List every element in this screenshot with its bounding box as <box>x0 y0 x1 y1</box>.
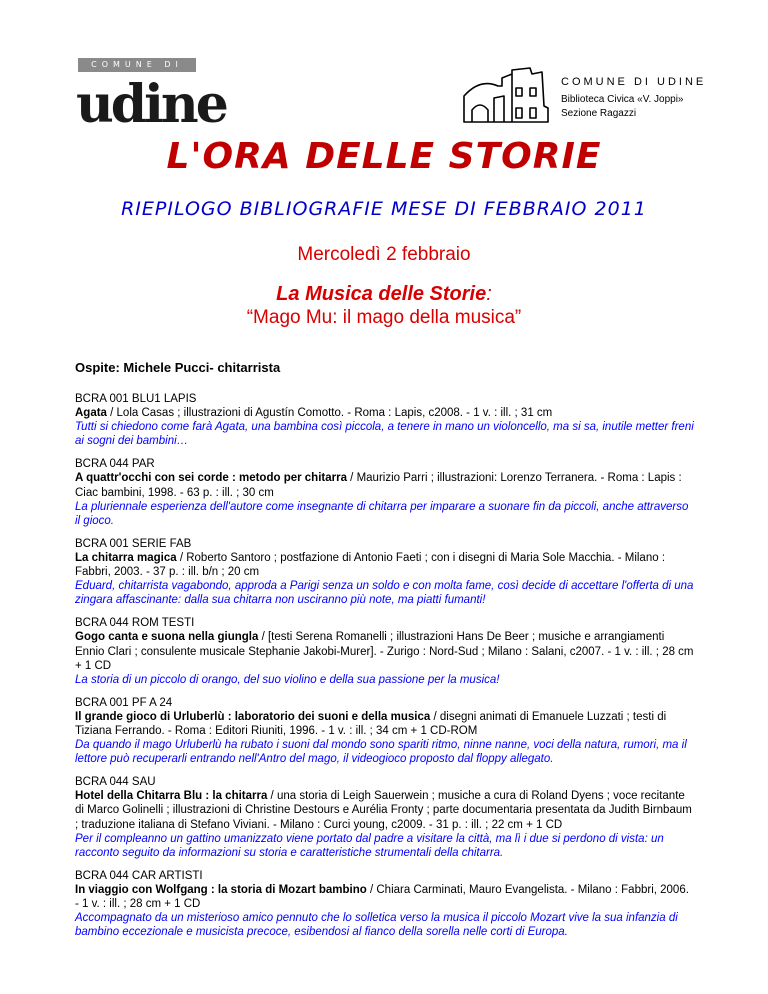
book-reference <box>75 631 694 671</box>
book-reference <box>75 884 689 910</box>
book-description: Da quando il mago Urluberlù ha rubato i suoni dal mondo sono spariti ritmo, ninne nanne, voci della natura, rumori, ma il lettore può recuperarli entrando nell'Antro del mago, il videogioco proposto dal floppy allegato. <box>75 739 687 766</box>
event-title-colon: : <box>486 283 492 305</box>
book-details: / disegni animati di Emanuele Luzzati ; testi di Tiziana Ferrando. - Roma : Editori Riuniti, 1996. - 1 v. : ill. ; 34 cm + 1 CD-ROM <box>75 710 667 737</box>
book-details: / una storia di Leigh Sauerwein ; musiche a cura di Roland Dyens ; voce recitante di Marco Golinelli ; illustrazioni di Christine Destours e Aurélia Fronty ; parte documentaria presentata da Judith Birnbaum ; traduzione italiana di Stefano Viviani. - Milano : Curci young, c2009. - 31 p. : ill. ; 22 cm + 1 CD <box>75 790 692 831</box>
event-subtitle: “Mago Mu: il mago della musica” <box>246 307 522 328</box>
book-reference <box>75 790 692 830</box>
page-subtitle: RIEPILOGO BIBLIOGRAFIE MESE DI FEBBRAIO 2011 <box>121 198 647 220</box>
shelf-code: BCRA 044 ROM TESTI <box>75 617 195 630</box>
logo-sezione-text: Sezione Ragazzi <box>561 108 637 119</box>
shelf-code: BCRA 001 SERIE FAB <box>75 537 192 550</box>
shelf-code: BCRA 044 PAR <box>75 458 155 471</box>
book-description: La storia di un piccolo di orango, del suo violino e della sua passione per la musica! <box>75 673 500 686</box>
logo-comune-text: COMUNE DI UDINE <box>561 76 707 88</box>
library-building-icon <box>458 66 558 126</box>
book-details: / [testi Serena Romanelli ; illustrazioni Hans De Beer ; musiche e arrangiamenti Ennio Clari ; consulente musicale Stephanie Jakobi-Murer]. - Zurigo : Nord-Sud ; Milano : Salani, c2007. - 1 v. : ill. ; 28 cm + 1 CD <box>75 631 694 672</box>
book-reference <box>75 552 665 578</box>
book-details: / Roberto Santoro ; postfazione di Antonio Faeti ; con i disegni di Maria Sole Macchia. - Milano : Fabbri, 2003. - 37 p. : ill. b/n ; 20 cm <box>75 551 666 579</box>
book-description: La pluriennale esperienza dell'autore come insegnante di chitarra per imparare a suonare fin da piccoli, anche attraverso il gioco. <box>75 500 689 527</box>
logo-word: udine <box>76 74 226 135</box>
bibliography-list <box>75 392 695 948</box>
book-title: La chitarra magica <box>75 551 177 564</box>
shelf-code: BCRA 001 BLU1 LAPIS <box>75 393 197 405</box>
biblioteca-logo <box>458 66 718 126</box>
comune-di-udine-logo <box>76 58 226 144</box>
book-details: / Chiara Carminati, Mauro Evangelista. - Milano : Fabbri, 2006. - 1 v. : ill. ; 28 cm + 1 CD <box>75 883 689 910</box>
page-title: L'ORA DELLE STORIE <box>166 136 602 177</box>
book-title: A quattr'occhi con sei corde : metodo per chitarra <box>75 472 347 485</box>
list-item <box>75 869 695 939</box>
guest-line: Ospite: Michele Pucci- chitarrista <box>75 360 281 375</box>
event-date: Mercoledì 2 febbraio <box>297 244 471 265</box>
list-item <box>75 696 695 766</box>
book-reference <box>75 407 552 419</box>
book-details: / Maurizio Parri ; illustrazioni: Lorenzo Terranera. - Roma : Lapis : Ciac bambini, 1998. - 63 p. : ill. ; 30 cm <box>75 472 682 499</box>
book-description: Accompagnato da un misterioso amico pennuto che lo solletica verso la musica il piccolo Mozart vive la sua infanzia di bambino eccezionale e musicista precoce, esibendosi al fianco della sorella nelle corti di Europa. <box>75 912 678 939</box>
list-item <box>75 775 695 860</box>
book-title: Agata <box>75 407 107 420</box>
event-title-text: La Musica delle Storie <box>276 283 487 305</box>
book-description: Tutti si chiedono come farà Agata, una bambina così piccola, a tenere in mano un violoncello, ma si sa, inutile metter freni ai sogni dei bambini… <box>75 421 694 448</box>
book-title: Hotel della Chitarra Blu : la chitarra <box>75 790 268 803</box>
list-item <box>75 457 695 527</box>
list-item <box>75 616 695 686</box>
book-title: Gogo canta e suona nella giungla <box>75 631 259 644</box>
book-reference <box>75 472 682 498</box>
event-title <box>0 283 768 306</box>
book-description: Per il compleanno un gattino umanizzato viene portato dal padre a visitare la città, ma lì i due si perdono di vista: un racconto seguito da informazioni su storia e caratteristiche strumentali della chitarra. <box>75 832 664 859</box>
shelf-code: BCRA 044 SAU <box>75 776 156 789</box>
shelf-code: BCRA 001 PF A 24 <box>75 696 173 709</box>
book-reference <box>75 711 666 737</box>
book-title: Il grande gioco di Urluberlù : laboratorio dei suoni e della musica <box>75 710 431 723</box>
list-item <box>75 392 695 448</box>
book-description: Eduard, chitarrista vagabondo, approda a Parigi senza un soldo e con molta fame, così decide di accettare l'offerta di una zingara affascinante: dalla sua chitarra non usciranno più note, ma piatti fumanti! <box>75 580 694 607</box>
book-title: In viaggio con Wolfgang : la storia di Mozart bambino <box>75 883 367 896</box>
logo-bar: COMUNE DI <box>78 58 196 72</box>
shelf-code: BCRA 044 CAR ARTISTI <box>75 869 203 882</box>
logo-biblioteca-text: Biblioteca Civica «V. Joppi» <box>561 94 684 105</box>
list-item <box>75 537 695 607</box>
book-details: / Lola Casas ; illustrazioni di Agustín Comotto. - Roma : Lapis, c2008. - 1 v. : ill. ; 31 cm <box>106 407 553 420</box>
